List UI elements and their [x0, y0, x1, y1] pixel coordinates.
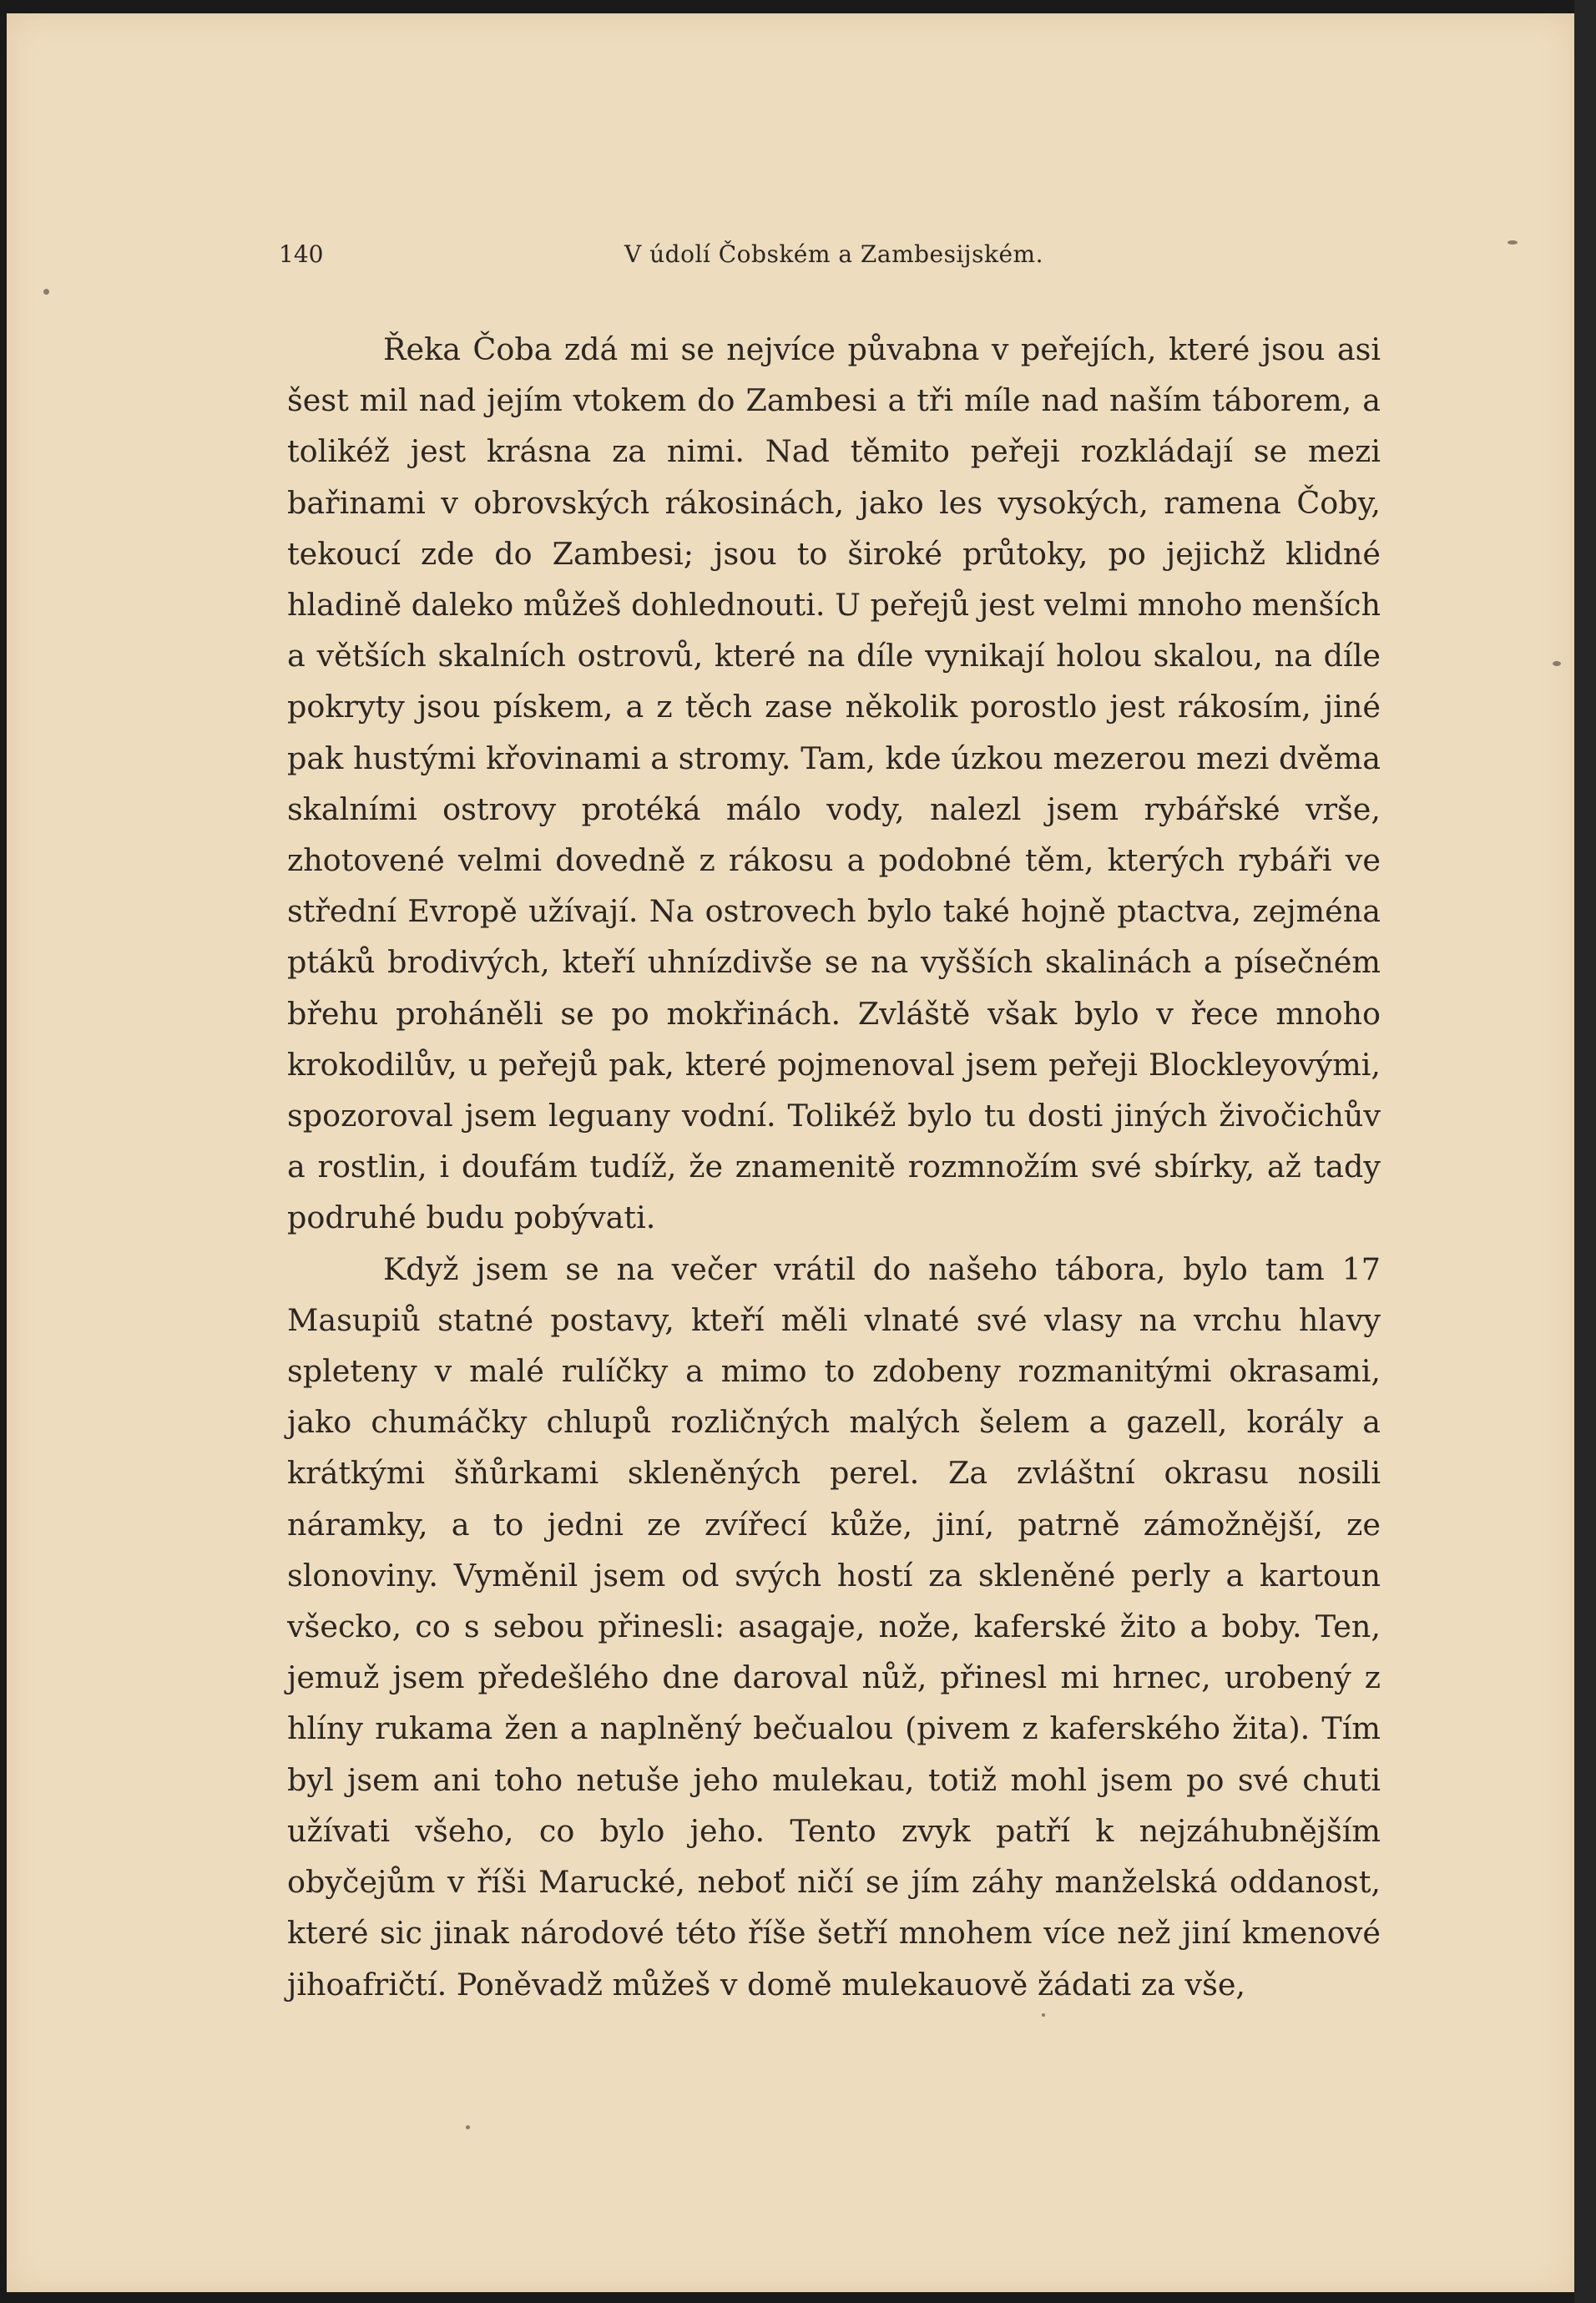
paragraph-1: Řeka Čoba zdá mi se nejvíce půvabna v peřejích, které jsou asi šest mil nad jejím vtokem do Zambesi a tři míle nad naším táborem, a tolikéž jest krásna za nimi. Nad těmito peřeji rozkládají se mezi bařinami v obrovských rákosinách, jako les vysokých, ramena Čoby, tekoucí zde do Zambesi; jsou to široké průtoky, po jejichž klidné hladině daleko můžeš dohlednouti. U peřejů jest velmi mnoho menších a větších skalních ostrovů, které na díle vynikají holou skalou, na díle pokryty jsou pískem, a z těch zase několik porostlo jest rákosím, jiné pak hustými křovinami a stromy. Tam, kde úzkou mezerou mezi dvěma skalními ostrovy protéká málo vody, nalezl jsem rybářské vrše, zhotovené velmi dovedně z rákosu a podobné těm, kterých rybáři ve střední Evropě užívají. Na ostrovech bylo také hojně ptactva, zejména ptáků brodivých, kteří uhnízdivše se na vyšších skalinách a písečném břehu proháněli se po mokřinách. Zvláště však bylo v řece mnoho krokodilův, u peřejů pak, které pojmenoval jsem peřeji Blockleyovými, spozoroval jsem leguany vodní. Tolikéž bylo tu dosti jiných živočichův a rostlin, i doufám tudíž, že znamenitě rozmnožím své sbírky, až tady podruhé budu pobývati. [287, 331, 1381, 1236]
paper-speck [1508, 240, 1518, 245]
page-number: 140 [279, 240, 324, 268]
scan-edge [1574, 0, 1596, 2303]
paragraph-2: Když jsem se na večer vrátil do našeho tábora, bylo tam 17 Masupiů statné postavy, kteří měli vlnaté své vlasy na vrchu hlavy spleteny v malé rulíčky a mimo to zdobeny rozmanitými okrasami, jako chumáčky chlupů rozličných malých šelem a gazell, korály a krátkými šňůrkami skleněných perel. Za zvláštní okrasu nosili náramky, a to jedni ze zvířecí kůže, jiní, patrně zámožnější, ze slonoviny. Vyměnil jsem od svých hostí za skleněné perly a kartoun všecko, co s sebou přinesli: asagaje, nože, kaferské žito a boby. Ten, jemuž jsem předešlého dne daroval nůž, přinesl mi hrnec, urobený z hlíny rukama žen a naplněný bečualou (pivem z kaferského žita). Tím byl jsem ani toho netuše jeho mulekau, totiž mohl jsem po své chuti užívati všeho, co bylo jeho. Tento zvyk patří k nejzáhubnějším obyčejům v říši Marucké, neboť ničí se jím záhy manželská oddanost, které sic jinak národové této říše šetří mnohem více než jiní kmenové jihoafričtí. Poněvadž můžeš v domě mulekauově žádati za vše, [287, 1250, 1381, 2002]
paper-speck [466, 2125, 470, 2129]
book-page [7, 13, 1574, 2292]
paper-speck [1042, 2013, 1045, 2017]
running-title: V údolí Čobském a Zambesijském. [624, 240, 1043, 268]
paper-speck [1553, 661, 1561, 666]
page-header [279, 240, 1389, 274]
body-text [287, 324, 1381, 2010]
paper-speck [43, 289, 49, 295]
